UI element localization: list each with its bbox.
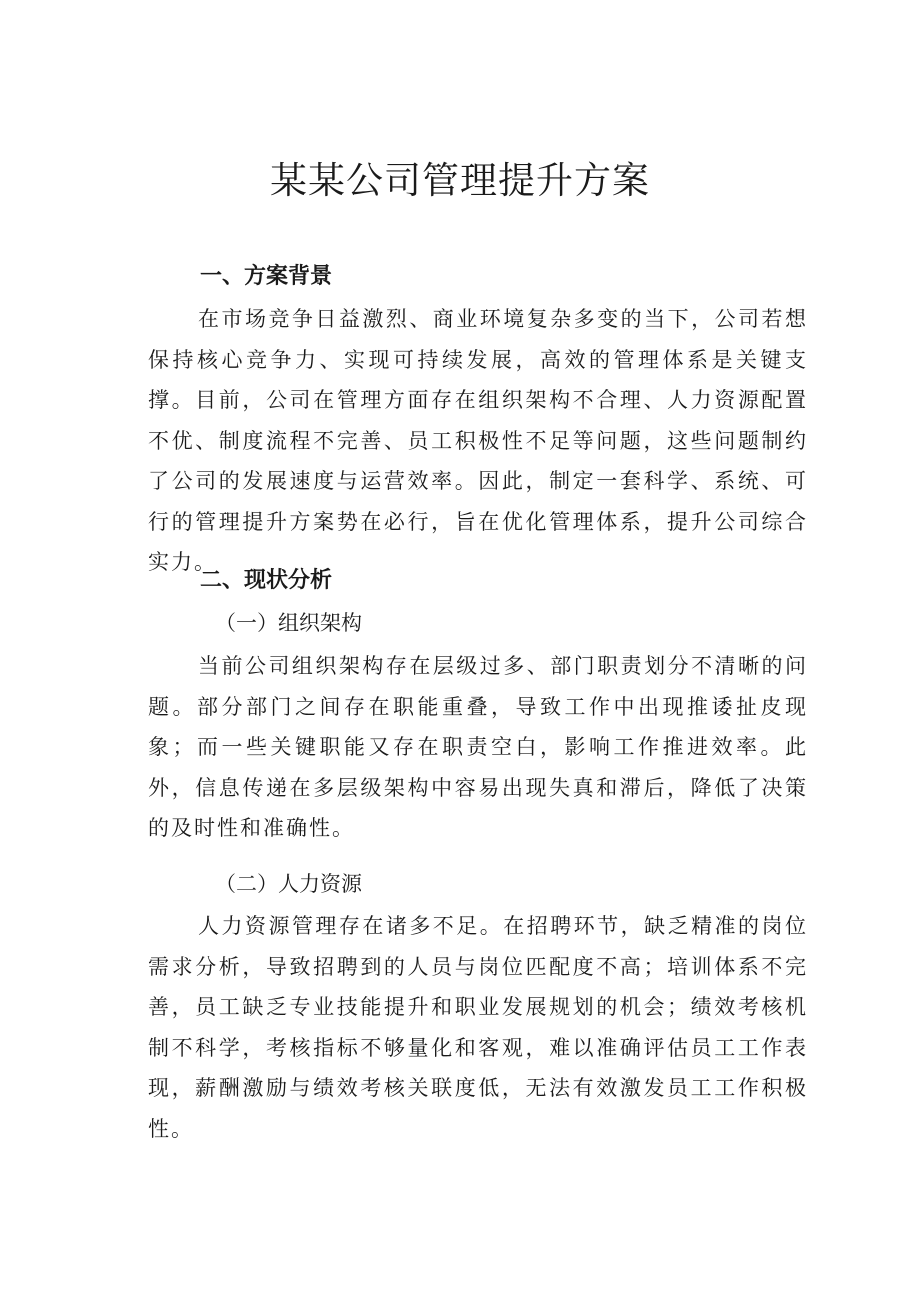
subsection-heading-human-resources: （二）人力资源 bbox=[215, 872, 362, 896]
organization-paragraph: 当前公司组织架构存在层级过多、部门职责划分不清晰的问题。部分部门之间存在职能重叠，导致工作中出现推诿扯皮现象；而一些关键职能又存在职责空白，影响工作推进效率。此外，信息传递在多层级架构中容易出现失真和滞后，降低了决策的及时性和准确性。 bbox=[148, 654, 808, 840]
human-resources-paragraph: 人力资源管理存在诸多不足。在招聘环节，缺乏精准的岗位需求分析，导致招聘到的人员与岗位匹配度不高；培训体系不完善，员工缺乏专业技能提升和职业发展规划的机会；绩效考核机制不科学，考核指标不够量化和客观，难以准确评估员工工作表现，薪酬激励与绩效考核关联度低，无法有效激发员工工作积极性。 bbox=[148, 914, 808, 1141]
background-paragraph: 在市场竞争日益激烈、商业环境复杂多变的当下，公司若想保持核心竞争力、实现可持续发展，高效的管理体系是关键支撑。目前，公司在管理方面存在组织架构不合理、人力资源配置不优、制度流程不完善、员工积极性不足等问题，这些问题制约了公司的发展速度与运营效率。因此，制定一套科学、系统、可行的管理提升方案势在必行，旨在优化管理体系，提升公司综合实力。 bbox=[148, 307, 808, 574]
section-heading-background: 一、方案背景 bbox=[200, 264, 333, 289]
document-title: 某某公司管理提升方案 bbox=[270, 159, 650, 202]
subsection-heading-organization: （一）组织架构 bbox=[215, 611, 362, 635]
section-heading-current-analysis: 二、现状分析 bbox=[200, 568, 333, 593]
